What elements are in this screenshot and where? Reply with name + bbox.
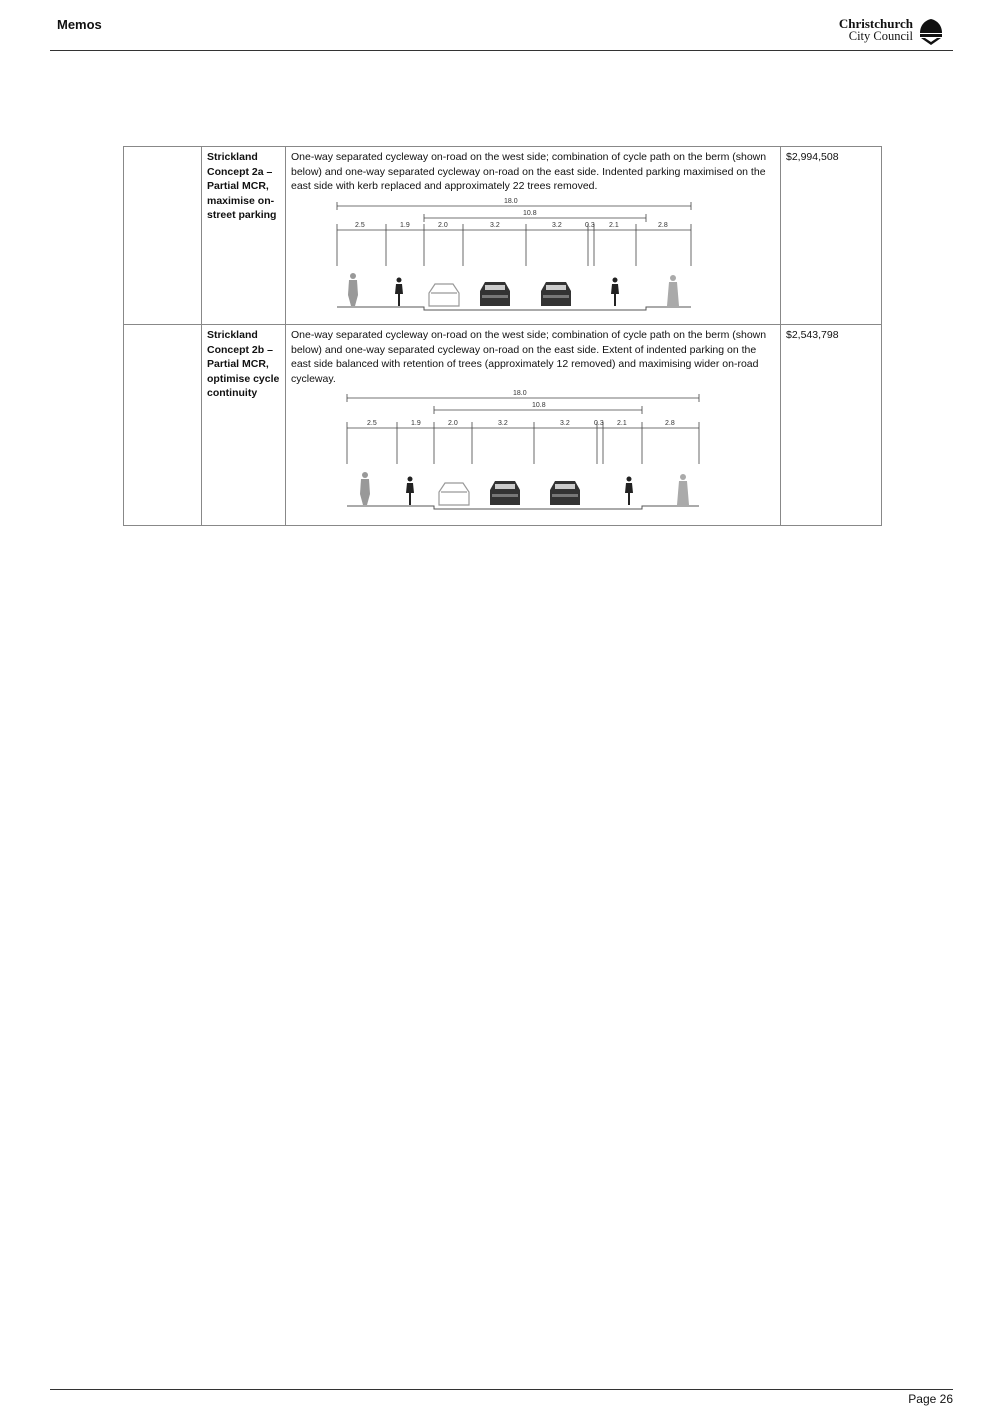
- cyclist-icon: [395, 277, 403, 306]
- concept-description: One-way separated cycleway on-road on the west side; combination of cycle path on the berm (shown below) and one-way separated cycleway on-road on the east side. Extent of indented parking on the east side balanced with retention of trees (approximately 12 removed) and maximising wider on-road cycleway.: [291, 329, 767, 385]
- segment-label: 3.2: [552, 221, 562, 229]
- total-width-label: 18.0: [513, 390, 527, 397]
- carriageway-width-label: 10.8: [532, 402, 546, 409]
- segment-label: 2.8: [665, 420, 675, 427]
- car-icon: [550, 481, 580, 505]
- table-row: [124, 325, 882, 526]
- pedestrian-icon: [667, 275, 679, 306]
- council-logo: [835, 17, 945, 47]
- segment-label: 3.2: [560, 420, 570, 427]
- carriageway-width-label: 10.8: [523, 209, 537, 217]
- pedestrian-icon: [360, 472, 370, 505]
- segment-label: 2.0: [438, 221, 448, 229]
- cost-value: $2,994,508: [781, 147, 882, 325]
- car-icon: [480, 282, 510, 306]
- description-cell: [286, 147, 781, 325]
- header-title: Memos: [57, 17, 102, 32]
- segment-label: 1.9: [400, 221, 410, 229]
- concept-description: One-way separated cycleway on-road on the west side; combination of cycle path on the berm (shown below) and one-way separated cycleway on-road on the east side. Indented parking maximised on the east side with kerb replaced and approximately 22 trees removed.: [291, 151, 767, 192]
- segment-label: 2.5: [355, 221, 365, 229]
- parked-car-icon: [429, 284, 459, 306]
- blank-cell: [124, 325, 202, 526]
- concept-name: Strickland Concept 2a – Partial MCR, maximise on-street parking: [202, 147, 286, 325]
- footer-rule: [50, 1389, 953, 1390]
- segment-label: 3.2: [498, 420, 508, 427]
- street-cross-section-diagram: [291, 388, 763, 520]
- segment-label: 3.2: [490, 221, 500, 229]
- car-icon: [490, 481, 520, 505]
- segment-label: 2.8: [658, 221, 668, 229]
- description-cell: [286, 325, 781, 526]
- concept-name: Strickland Concept 2b – Partial MCR, optimise cycle continuity: [202, 325, 286, 526]
- header-rule: [50, 50, 953, 51]
- cyclist-icon: [406, 477, 414, 506]
- street-cross-section-diagram: [291, 196, 763, 316]
- total-width-label: 18.0: [504, 197, 518, 205]
- segment-label: 0.3: [585, 221, 595, 229]
- segment-label: 2.5: [367, 420, 377, 427]
- segment-label: 2.1: [617, 420, 627, 427]
- parked-car-icon: [439, 483, 469, 505]
- cost-value: $2,543,798: [781, 325, 882, 526]
- logo-line2: City Council: [848, 29, 913, 43]
- segment-label: 1.9: [411, 420, 421, 427]
- segment-label: 0.3: [594, 420, 604, 427]
- segment-label: 2.0: [448, 420, 458, 427]
- table-row: [124, 147, 882, 325]
- car-icon: [541, 282, 571, 306]
- cathedral-spire-icon: [917, 17, 945, 47]
- segment-label: 2.1: [609, 221, 619, 229]
- page-number: Page 26: [908, 1392, 953, 1406]
- cyclist-icon: [625, 477, 633, 506]
- options-table: [123, 146, 882, 526]
- cyclist-icon: [611, 277, 619, 306]
- pedestrian-icon: [348, 273, 358, 306]
- pedestrian-icon: [677, 474, 689, 505]
- blank-cell: [124, 147, 202, 325]
- logo-line1: Christchurch: [838, 16, 913, 31]
